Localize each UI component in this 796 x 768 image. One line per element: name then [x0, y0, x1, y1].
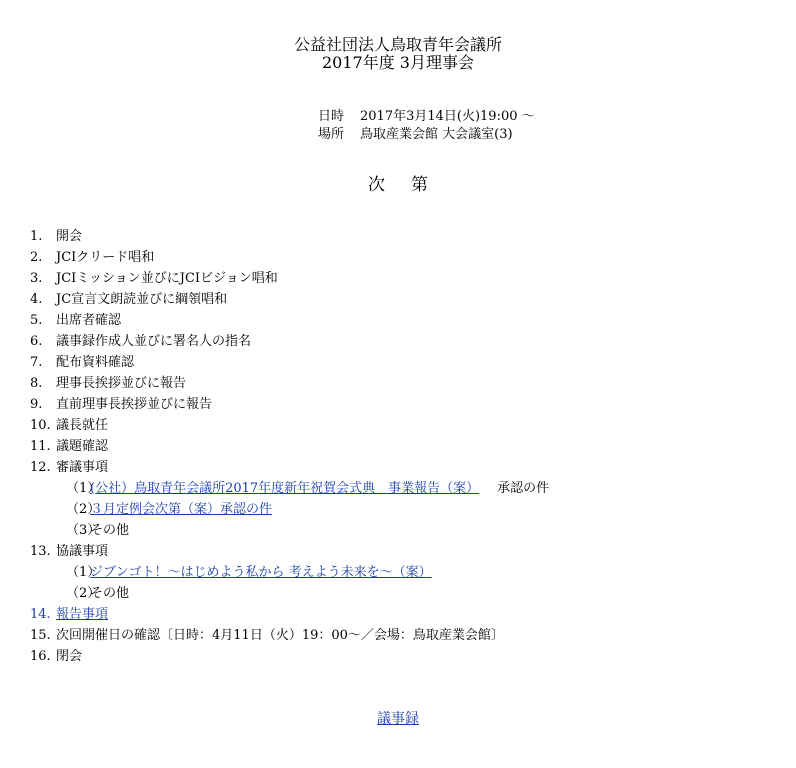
meeting-title: 2017年度 3月理事会 — [322, 53, 474, 72]
minutes-footer — [0, 708, 796, 728]
agenda-item — [30, 247, 770, 268]
deliberation-item-2 — [30, 499, 770, 520]
meeting-place — [318, 126, 513, 144]
sub-item-number: （1） — [66, 481, 101, 496]
deliberation-item-1 — [30, 478, 770, 499]
meeting-date — [318, 108, 535, 126]
sub-item-number: （1） — [66, 565, 101, 580]
item-text: JCIクリード唱和 — [56, 250, 155, 265]
item-text: 議事録作成人並びに署名人の指名 — [56, 334, 252, 349]
agenda-item — [30, 352, 770, 373]
date-value: 2017年3月14日(火)19:00 ～ — [360, 109, 535, 124]
item-number: 8. — [30, 376, 43, 391]
agenda-item-next-meeting — [30, 625, 770, 646]
item-number: 15. — [30, 628, 51, 643]
agenda-item-consultation — [30, 541, 770, 562]
organization-title: 公益社団法人鳥取青年会議所 — [293, 35, 502, 54]
item-text: 報告事項 — [56, 607, 109, 622]
jibungoto-link[interactable]: ジブンゴト！～はじめよう私から 考えよう未来を～（案） — [90, 565, 432, 580]
item-number: 5. — [30, 313, 43, 328]
march-agenda-link[interactable]: ３月定例会次第（案）承認の件 — [90, 502, 273, 517]
agenda-item — [30, 373, 770, 394]
item-text: JC宣言文朗読並びに綱領唱和 — [56, 292, 228, 307]
item-number: 10. — [30, 418, 51, 433]
item-text: 出席者確認 — [56, 313, 122, 328]
sub-item-number: （2） — [66, 586, 101, 601]
agenda-item — [30, 226, 770, 247]
item-number: 7. — [30, 355, 43, 370]
agenda-item — [30, 457, 770, 478]
sub-item-number: （3） — [66, 523, 101, 538]
item-text: 議長就任 — [56, 418, 109, 433]
consultation-item-2 — [30, 583, 770, 604]
item-number: 6. — [30, 334, 43, 349]
item-text: 次回開催日の確認〔日時：4月11日（火）19：00～／会場：鳥取産業会館〕 — [56, 628, 504, 643]
item-number: 13. — [30, 544, 51, 559]
item-text: 議題確認 — [56, 439, 109, 454]
date-label: 日時 — [318, 109, 345, 124]
minutes-link[interactable]: 議事録 — [377, 711, 419, 727]
item-text: 審議事項 — [56, 460, 109, 475]
approval-text: 承認の件 — [497, 481, 550, 496]
place-label: 場所 — [318, 127, 345, 142]
agenda-item — [30, 289, 770, 310]
item-number: 2. — [30, 250, 43, 265]
sub-item-number: （2） — [66, 502, 101, 517]
item-text: 直前理事長挨拶並びに報告 — [56, 397, 213, 412]
report-link[interactable] — [30, 607, 108, 622]
item-text: 理事長挨拶並びに報告 — [56, 376, 187, 391]
agenda-item — [30, 331, 770, 352]
item-number: 9. — [30, 397, 43, 412]
agenda-item — [30, 415, 770, 436]
item-number: 11. — [30, 439, 51, 454]
deliberation-item-3 — [30, 520, 770, 541]
item-text: JCIミッション並びにJCIビジョン唱和 — [56, 271, 278, 286]
consultation-item-1 — [30, 562, 770, 583]
item-number: 1. — [30, 229, 43, 244]
agenda-item — [30, 394, 770, 415]
sub-item-text: その他 — [90, 586, 130, 601]
item-number: 16. — [30, 649, 51, 664]
agenda-item — [30, 436, 770, 457]
item-text: 開会 — [56, 229, 83, 244]
agenda-heading: 次第 — [368, 175, 454, 195]
sub-item-text: その他 — [90, 523, 130, 538]
agenda-list — [30, 226, 770, 667]
agenda-item-report[interactable] — [30, 604, 770, 625]
item-number: 14. — [30, 607, 51, 622]
agenda-item-closing — [30, 646, 770, 667]
place-value: 鳥取産業会館 大会議室(3) — [360, 127, 513, 142]
item-text: 協議事項 — [56, 544, 109, 559]
item-number: 12. — [30, 460, 51, 475]
agenda-item — [30, 310, 770, 331]
item-number: 3. — [30, 271, 43, 286]
item-text: 閉会 — [56, 649, 83, 664]
new-year-report-link[interactable]: (公社）鳥取青年会議所2017年度新年祝賀会式典 事業報告（案） — [90, 481, 480, 496]
item-number: 4. — [30, 292, 43, 307]
agenda-item — [30, 268, 770, 289]
item-text: 配布資料確認 — [56, 355, 135, 370]
